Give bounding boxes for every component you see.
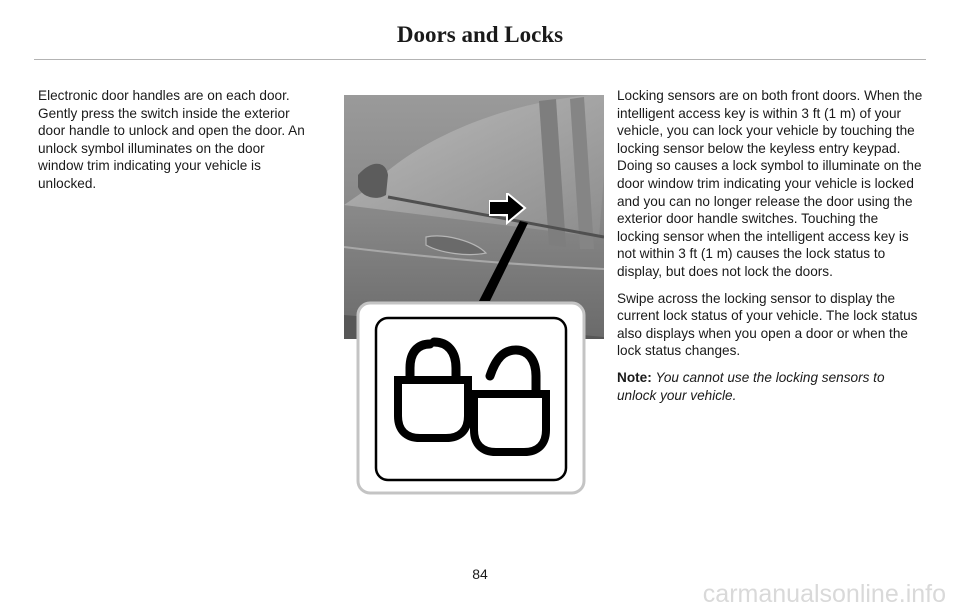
unlock-symbol-icon (386, 332, 558, 462)
locking-sensor-paragraph: Locking sensors are on both front doors. When the intelligent access key is within 3 ft (1 m) of your vehicle, you can lock your vehicle by touching the locking sensor below the keyless entry keypad. Doing so causes a lock symbol to illuminate on the door window trim indicating your vehicle is locked and you can no longer release the door using the exterior door handle switches. Touching the locking sensor when the intelligent access key is not within 3 ft (1 m) causes the lock status to display, but does not lock the doors. (617, 88, 923, 279)
page-title: Doors and Locks (396, 22, 564, 47)
note (617, 369, 923, 404)
right-column (617, 87, 923, 413)
arrow-icon (489, 193, 529, 225)
lock-status-paragraph: Swipe across the locking sensor to display the current lock status of your vehicle. The lock status also displays when you open a door or when the lock status changes. (617, 290, 918, 359)
note-text: You cannot use the locking sensors to unlock your vehicle. (617, 369, 885, 403)
title-divider (34, 59, 926, 60)
watermark: carmanualsonline.info (702, 580, 946, 608)
page-number: 84 (472, 566, 488, 582)
note-label: Note: (617, 369, 652, 385)
intro-paragraph: Electronic door handles are on each door. Gently press the switch inside the exterior door handle to unlock and open the door. An unlock symbol illuminates on the door window trim indicating your vehicle is unlocked. (38, 88, 305, 191)
door-figure (344, 87, 604, 497)
